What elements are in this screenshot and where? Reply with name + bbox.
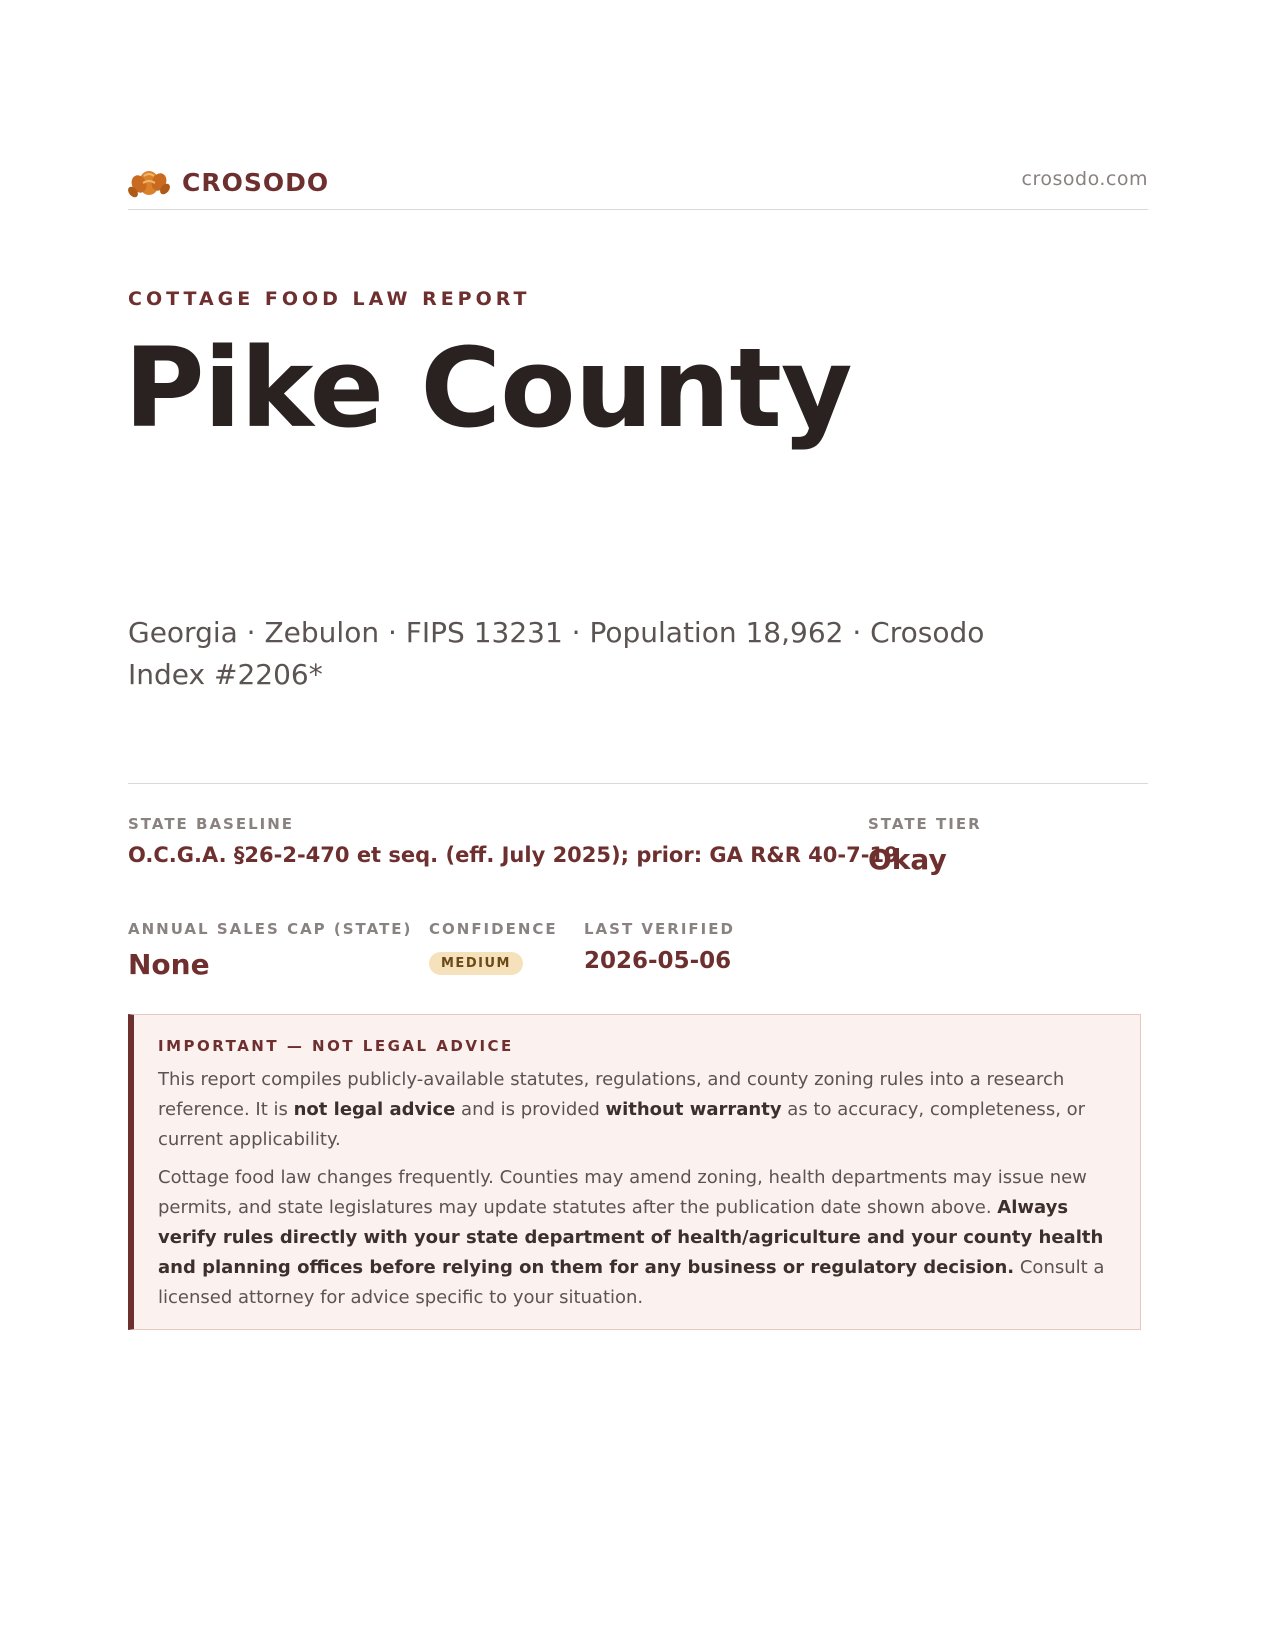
- legal-notice-paragraph-2: [158, 1163, 1114, 1313]
- notice-text: Consult a licensed attorney for advice specific to your situation.: [158, 1257, 1105, 1308]
- sales-cap-label: ANNUAL SALES CAP (STATE): [128, 920, 413, 938]
- state-baseline-value: O.C.G.A. §26-2-470 et seq. (eff. July 2025); prior: GA R&R 40-7-19: [128, 843, 899, 867]
- state-baseline-field: [128, 815, 899, 867]
- last-verified-field: [584, 920, 735, 974]
- croissant-icon: [128, 162, 170, 202]
- page-title: Pike County: [124, 324, 852, 452]
- sales-cap-value: None: [128, 948, 210, 981]
- section-divider: [128, 783, 1148, 784]
- report-eyebrow: COTTAGE FOOD LAW REPORT: [128, 288, 531, 310]
- last-verified-label: LAST VERIFIED: [584, 920, 735, 938]
- notice-text: Cottage food law changes frequently. Counties may amend zoning, health departments may issue new permits, and state legislatures may update statutes after the publication date shown above.: [158, 1167, 1087, 1218]
- last-verified-value: 2026-05-06: [584, 948, 732, 974]
- site-url[interactable]: crosodo.com: [1021, 168, 1148, 190]
- sales-cap-field: [128, 920, 412, 981]
- legal-notice-paragraph-1: [158, 1065, 1114, 1155]
- confidence-label: CONFIDENCE: [429, 920, 558, 938]
- state-baseline-label: STATE BASELINE: [128, 815, 295, 833]
- notice-text: and is provided: [455, 1099, 606, 1120]
- confidence-field: [429, 920, 558, 975]
- notice-text: This report compiles publicly-available statutes, regulations, and county zoning rules into a research reference. It is: [158, 1069, 1065, 1120]
- page-header: [128, 158, 1148, 208]
- notice-text: as to accuracy, completeness, or current applicability.: [158, 1099, 1086, 1150]
- brand-name: CROSODO: [182, 167, 330, 197]
- legal-notice-title: IMPORTANT — NOT LEGAL ADVICE: [158, 1037, 514, 1055]
- state-tier-field: [868, 815, 982, 876]
- state-tier-value: Okay: [868, 843, 947, 876]
- notice-emphasis: Always verify rules directly with your state department of health/agriculture and your county health and planning offices before relying on them for any business or regulatory decision.: [158, 1197, 1104, 1278]
- brand: [128, 162, 329, 202]
- header-divider: [128, 209, 1148, 210]
- notice-emphasis: without warranty: [605, 1099, 782, 1120]
- state-tier-label: STATE TIER: [868, 815, 982, 833]
- county-subtitle: Georgia · Zebulon · FIPS 13231 · Population 18,962 · Crosodo Index #2206*: [128, 616, 985, 691]
- legal-notice: [128, 1014, 1141, 1330]
- notice-emphasis: not legal advice: [293, 1099, 456, 1120]
- confidence-badge: MEDIUM: [429, 952, 523, 975]
